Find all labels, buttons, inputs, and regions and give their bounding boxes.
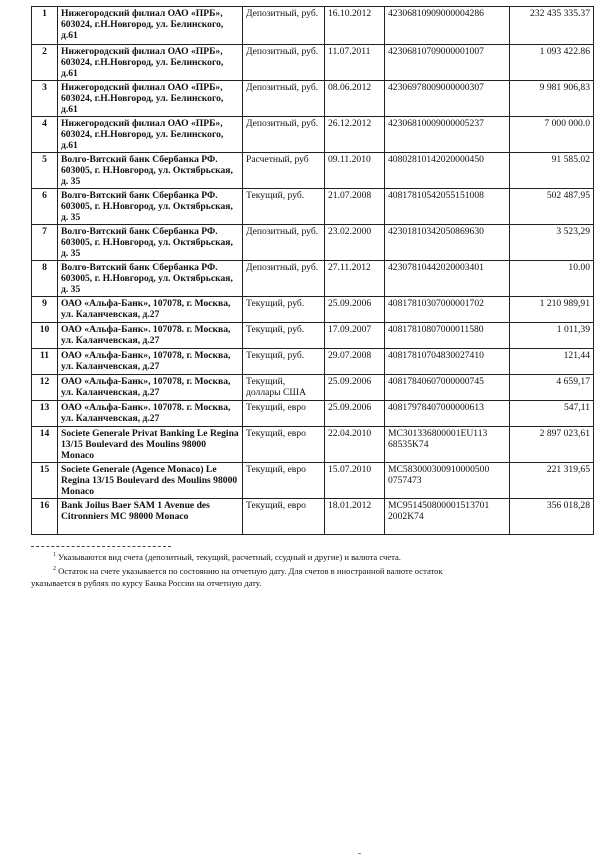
account-type: Текущий, руб. xyxy=(243,323,325,349)
footnote-1-marker: 1 xyxy=(53,552,56,558)
table-row xyxy=(32,349,594,375)
account-balance: 3 523,29 xyxy=(510,225,594,261)
footnote-2-text-a: Остаток на счете указывается по состоянию на отчетную дату. Для счетов в иностранной валюте остаток xyxy=(58,565,443,576)
footnote-1 xyxy=(31,549,531,563)
row-number: 12 xyxy=(32,375,58,401)
account-type: Текущий, доллары США xyxy=(243,375,325,401)
account-balance: 2 897 023,61 xyxy=(510,427,594,463)
bank-name: Волго-Вятский банк Сбербанка РФ. 603005, г. Н.Новгород, ул. Октябрьская, д. 35 xyxy=(58,225,243,261)
footnote-1-text: Указываются вид счета (депозитный, текущий, расчетный, ссудный и другие) и валюта счета. xyxy=(58,551,401,562)
account-type: Текущий, руб. xyxy=(243,189,325,225)
bank-name: Нижегородский филиал ОАО «ПРБ», 603024, г.Н.Новгород, ул. Белинского, д.61 xyxy=(58,45,243,81)
table-row xyxy=(32,81,594,117)
account-number: MC301336800001EU113 68535K74 xyxy=(385,427,510,463)
account-type: Депозитный, руб. xyxy=(243,45,325,81)
row-number: 15 xyxy=(32,463,58,499)
table-body xyxy=(32,7,594,535)
account-number: 40817810704830027410 xyxy=(385,349,510,375)
account-type: Депозитный, руб. xyxy=(243,81,325,117)
account-type: Депозитный, руб. xyxy=(243,225,325,261)
account-number: 42307810442020003401 xyxy=(385,261,510,297)
open-date: 09.11.2010 xyxy=(325,153,385,189)
row-number: 11 xyxy=(32,349,58,375)
account-number: 42306978009000000307 xyxy=(385,81,510,117)
bank-name: Волго-Вятский банк Сбербанка РФ. 603005, г. Н.Новгород, ул. Октябрьская, д. 35 xyxy=(58,153,243,189)
table-row xyxy=(32,375,594,401)
footnotes xyxy=(31,546,531,589)
table-row xyxy=(32,297,594,323)
account-balance: 232 435 335.37 xyxy=(510,7,594,45)
account-type: Депозитный, руб. xyxy=(243,7,325,45)
table-row xyxy=(32,261,594,297)
account-type: Текущий, евро xyxy=(243,463,325,499)
account-balance: 121,44 xyxy=(510,349,594,375)
bank-name: Нижегородский филиал ОАО «ПРБ», 603024, г.Н.Новгород, ул. Белинского, д.61 xyxy=(58,117,243,153)
table-row xyxy=(32,427,594,463)
open-date: 21.07.2008 xyxy=(325,189,385,225)
account-balance: 356 018,28 xyxy=(510,499,594,535)
account-type: Текущий, руб. xyxy=(243,297,325,323)
open-date: 22.04.2010 xyxy=(325,427,385,463)
row-number: 10 xyxy=(32,323,58,349)
row-number: 8 xyxy=(32,261,58,297)
open-date: 11.07.2011 xyxy=(325,45,385,81)
account-balance: 1 011,39 xyxy=(510,323,594,349)
account-balance: 502 487.95 xyxy=(510,189,594,225)
open-date: 29.07.2008 xyxy=(325,349,385,375)
open-date: 15.07.2010 xyxy=(325,463,385,499)
table-row xyxy=(32,499,594,535)
row-number: 7 xyxy=(32,225,58,261)
account-balance: 547,11 xyxy=(510,401,594,427)
row-number: 2 xyxy=(32,45,58,81)
row-number: 16 xyxy=(32,499,58,535)
bank-accounts-table xyxy=(31,6,594,535)
bank-name: Волго-Вятский банк Сбербанка РФ. 603005, г. Н.Новгород, ул. Октябрьская, д. 35 xyxy=(58,189,243,225)
account-balance: 221 319,65 xyxy=(510,463,594,499)
open-date: 16.10.2012 xyxy=(325,7,385,45)
bank-name: Нижегородский филиал ОАО «ПРБ», 603024, г.Н.Новгород, ул. Белинского, д.61 xyxy=(58,7,243,45)
account-type: Текущий, руб. xyxy=(243,349,325,375)
bank-name: ОАО «Альфа-Банк». 107078. г. Москва, ул. Каланчевская, д.27 xyxy=(58,401,243,427)
account-number: 42306810709000001007 xyxy=(385,45,510,81)
account-type: Текущий, евро xyxy=(243,499,325,535)
bank-name: ОАО «Альфа-Банк», 107078, г. Москва, ул. Каланчевская, д.27 xyxy=(58,297,243,323)
open-date: 25.09.2006 xyxy=(325,401,385,427)
row-number: 1 xyxy=(32,7,58,45)
account-type: Текущий, евро xyxy=(243,427,325,463)
row-number: 5 xyxy=(32,153,58,189)
bank-name: Societe Generale Privat Banking Le Regina 13/15 Boulevard des Moulins 98000 Monaco xyxy=(58,427,243,463)
account-number: 40817810807000011580 xyxy=(385,323,510,349)
bank-name: ОАО «Альфа-Банк», 107078, г. Москва, ул. Каланчевская, д.27 xyxy=(58,349,243,375)
account-balance: 9 981 906,83 xyxy=(510,81,594,117)
footnote-2 xyxy=(31,563,531,589)
open-date: 23.02.2000 xyxy=(325,225,385,261)
account-balance: 4 659,17 xyxy=(510,375,594,401)
footnote-2-text-b: указывается в рублях по курсу Банка России на отчетную дату. xyxy=(31,577,262,588)
table-row xyxy=(32,117,594,153)
open-date: 25.09.2006 xyxy=(325,375,385,401)
table-row xyxy=(32,189,594,225)
account-type: Депозитный, руб. xyxy=(243,261,325,297)
account-number: 42306810009000005237 xyxy=(385,117,510,153)
bank-name: ОАО «Альфа-Банк». 107078. г. Москва, ул. Каланчевская, д.27 xyxy=(58,323,243,349)
bank-name: ОАО «Альфа-Банк», 107078, г. Москва, ул. Каланчевская, д.27 xyxy=(58,375,243,401)
open-date: 08.06.2012 xyxy=(325,81,385,117)
table-row xyxy=(32,323,594,349)
bank-name: Нижегородский филиал ОАО «ПРБ», 603024, г.Н.Новгород, ул. Белинского, д.61 xyxy=(58,81,243,117)
footnote-rule xyxy=(31,546,171,547)
table-row xyxy=(32,463,594,499)
open-date: 26.12.2012 xyxy=(325,117,385,153)
bank-name: Societe Generale (Agence Monaco) Le Regina 13/15 Boulevard des Moulins 98000 Monaco xyxy=(58,463,243,499)
account-number: 40817810542055151008 xyxy=(385,189,510,225)
account-number: 40802810142020000450 xyxy=(385,153,510,189)
table-row xyxy=(32,153,594,189)
row-number: 14 xyxy=(32,427,58,463)
open-date: 18.01.2012 xyxy=(325,499,385,535)
account-balance: 1 093 422.86 xyxy=(510,45,594,81)
account-number: 40817840607000000745 xyxy=(385,375,510,401)
table-row xyxy=(32,45,594,81)
open-date: 17.09.2007 xyxy=(325,323,385,349)
account-number: 40817978407000000613 xyxy=(385,401,510,427)
account-type: Депозитный, руб. xyxy=(243,117,325,153)
open-date: 27.11.2012 xyxy=(325,261,385,297)
account-balance: 7 000 000.0 xyxy=(510,117,594,153)
account-number: MC583000300910000500 0757473 xyxy=(385,463,510,499)
account-number: 42306810909000004286 xyxy=(385,7,510,45)
account-balance: 1 210 989,91 xyxy=(510,297,594,323)
account-type: Расчетный, руб xyxy=(243,153,325,189)
open-date: 25.09.2006 xyxy=(325,297,385,323)
row-number: 9 xyxy=(32,297,58,323)
bank-name: Волго-Вятский банк Сбербанка РФ. 603005, г. Н.Новгород, ул. Октябрьская, д. 35 xyxy=(58,261,243,297)
footnote-2-marker: 2 xyxy=(53,565,56,572)
row-number: 13 xyxy=(32,401,58,427)
table-row xyxy=(32,7,594,45)
row-number: 4 xyxy=(32,117,58,153)
account-number: MC951450800001513701 2002K74 xyxy=(385,499,510,535)
table-row xyxy=(32,225,594,261)
account-type: Текущий, евро xyxy=(243,401,325,427)
account-number: 42301810342050869630 xyxy=(385,225,510,261)
row-number: 3 xyxy=(32,81,58,117)
bank-name: Bank Joilus Baer SAM 1 Avenue des Citronniers MC 98000 Monaco xyxy=(58,499,243,535)
table-row xyxy=(32,401,594,427)
scan-mark xyxy=(358,853,361,854)
account-balance: 91 585.02 xyxy=(510,153,594,189)
account-balance: 10.00 xyxy=(510,261,594,297)
account-number: 40817810307000001702 xyxy=(385,297,510,323)
row-number: 6 xyxy=(32,189,58,225)
